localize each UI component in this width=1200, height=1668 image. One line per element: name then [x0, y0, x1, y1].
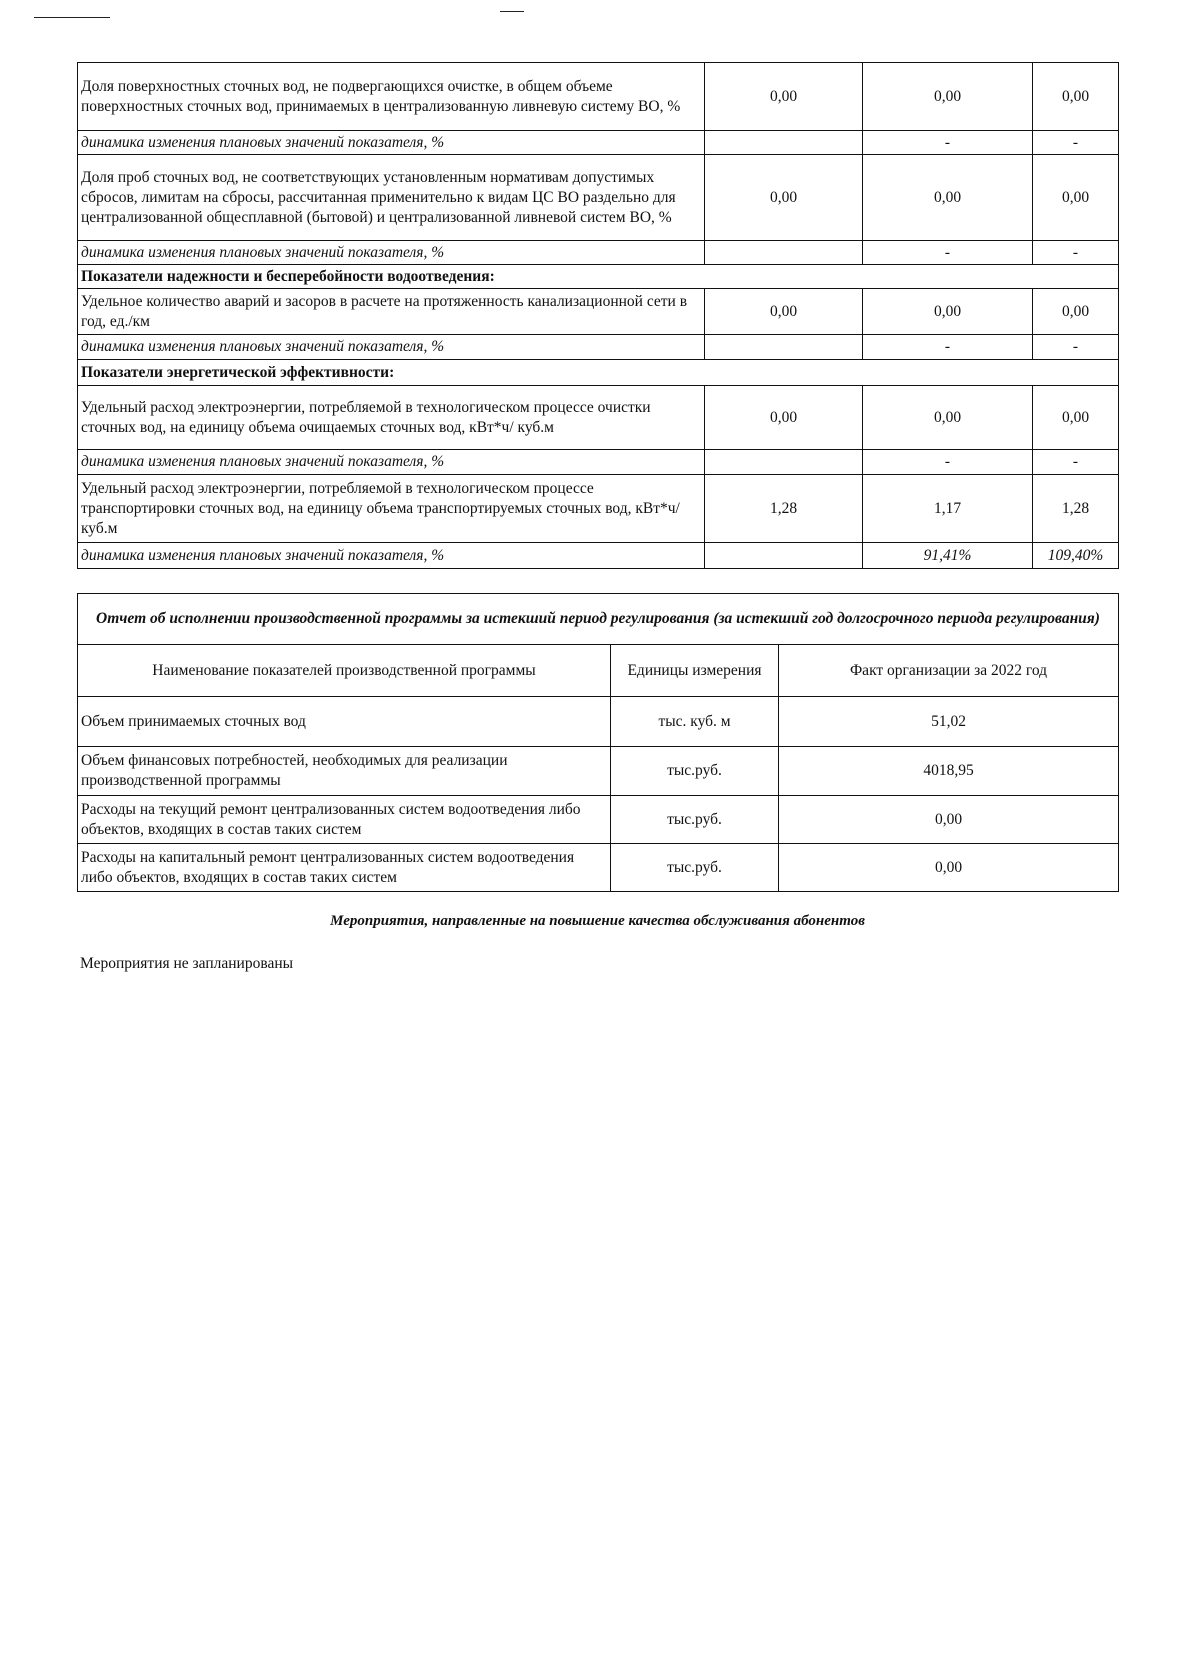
row-unit: тыс.руб.	[611, 844, 779, 892]
measures-text: Мероприятия не запланированы	[80, 955, 294, 972]
indicators-table	[77, 62, 1119, 569]
indicator-value-3: 0,00	[1033, 155, 1119, 241]
table-row	[78, 796, 1119, 844]
dynamics-value-3: -	[1033, 450, 1119, 475]
row-fact: 0,00	[779, 796, 1119, 844]
report-table	[77, 593, 1119, 892]
dynamics-value-2: -	[863, 335, 1033, 360]
report-title-row	[78, 594, 1119, 645]
dynamics-value-2: 91,41%	[863, 543, 1033, 569]
indicator-value-1: 0,00	[705, 386, 863, 450]
dynamics-value-3: 109,40%	[1033, 543, 1119, 569]
indicator-label: Доля проб сточных вод, не соответствующих установленным нормативам допустимых сбросов, лимитам на сбросы, рассчитанная применительно к видам ЦС ВО раздельно для централизованной общесплавной (бытовой) и централизованной ливневой систем ВО, %	[78, 155, 705, 241]
section-row	[78, 265, 1119, 289]
indicator-value-2: 0,00	[863, 63, 1033, 131]
indicator-value-2: 0,00	[863, 386, 1033, 450]
row-fact: 4018,95	[779, 747, 1119, 796]
indicator-value-1: 0,00	[705, 289, 863, 335]
indicator-value-1: 0,00	[705, 155, 863, 241]
table-row	[78, 747, 1119, 796]
indicator-row	[78, 63, 1119, 131]
column-header-fact: Факт организации за 2022 год	[779, 645, 1119, 697]
dynamics-row	[78, 131, 1119, 155]
scan-mark-left	[34, 17, 110, 18]
indicator-label: Доля поверхностных сточных вод, не подвергающихся очистке, в общем объеме поверхностных сточных вод, принимаемых в централизованную ливневую систему ВО, %	[78, 63, 705, 131]
indicator-value-3: 0,00	[1033, 289, 1119, 335]
row-unit: тыс.руб.	[611, 796, 779, 844]
indicator-row	[78, 155, 1119, 241]
dynamics-value-2: -	[863, 241, 1033, 265]
scan-mark-center	[500, 11, 524, 12]
dynamics-value-3: -	[1033, 335, 1119, 360]
report-header-row	[78, 645, 1119, 697]
measures-title: Мероприятия, направленные на повышение качества обслуживания абонентов	[330, 913, 865, 929]
dynamics-label: динамика изменения плановых значений показателя, %	[78, 241, 705, 265]
indicator-label: Удельный расход электроэнергии, потребляемой в технологическом процессе транспортировки сточных вод, на единицу объема транспортируемых сточных вод, кВт*ч/ куб.м	[78, 475, 705, 543]
row-unit: тыс.руб.	[611, 747, 779, 796]
indicator-value-3: 0,00	[1033, 63, 1119, 131]
indicator-label: Удельное количество аварий и засоров в расчете на протяженность канализационной сети в год, ед./км	[78, 289, 705, 335]
dynamics-value-3: -	[1033, 131, 1119, 155]
row-name: Объем принимаемых сточных вод	[78, 697, 611, 747]
indicator-value-3: 1,28	[1033, 475, 1119, 543]
dynamics-value-2: -	[863, 131, 1033, 155]
dynamics-value-1	[705, 241, 863, 265]
row-name: Расходы на капитальный ремонт централизованных систем водоотведения либо объектов, входящих в состав таких систем	[78, 844, 611, 892]
indicator-value-2: 0,00	[863, 155, 1033, 241]
column-header-name: Наименование показателей производственной программы	[78, 645, 611, 697]
dynamics-label: динамика изменения плановых значений показателя, %	[78, 543, 705, 569]
row-fact: 51,02	[779, 697, 1119, 747]
dynamics-value-1	[705, 450, 863, 475]
dynamics-label: динамика изменения плановых значений показателя, %	[78, 335, 705, 360]
row-name: Расходы на текущий ремонт централизованных систем водоотведения либо объектов, входящих в состав таких систем	[78, 796, 611, 844]
indicator-row	[78, 475, 1119, 543]
indicator-value-2: 1,17	[863, 475, 1033, 543]
indicator-value-1: 1,28	[705, 475, 863, 543]
indicator-value-2: 0,00	[863, 289, 1033, 335]
row-unit: тыс. куб. м	[611, 697, 779, 747]
section-heading-energy: Показатели энергетической эффективности:	[78, 360, 1119, 386]
dynamics-value-1	[705, 131, 863, 155]
dynamics-value-1	[705, 543, 863, 569]
dynamics-row	[78, 543, 1119, 569]
dynamics-value-2: -	[863, 450, 1033, 475]
indicator-label: Удельный расход электроэнергии, потребляемой в технологическом процессе очистки сточных вод, на единицу объема очищаемых сточных вод, кВт*ч/ куб.м	[78, 386, 705, 450]
dynamics-value-1	[705, 335, 863, 360]
dynamics-label: динамика изменения плановых значений показателя, %	[78, 450, 705, 475]
dynamics-row	[78, 241, 1119, 265]
indicator-value-3: 0,00	[1033, 386, 1119, 450]
section-row	[78, 360, 1119, 386]
report-title: Отчет об исполнении производственной программы за истекший период регулирования (за истекший год долгосрочного периода регулирования)	[78, 594, 1119, 645]
indicator-row	[78, 289, 1119, 335]
row-name: Объем финансовых потребностей, необходимых для реализации производственной программы	[78, 747, 611, 796]
dynamics-row	[78, 450, 1119, 475]
indicator-row	[78, 386, 1119, 450]
table-row	[78, 697, 1119, 747]
indicator-value-1: 0,00	[705, 63, 863, 131]
dynamics-row	[78, 335, 1119, 360]
row-fact: 0,00	[779, 844, 1119, 892]
table-row	[78, 844, 1119, 892]
dynamics-value-3: -	[1033, 241, 1119, 265]
section-heading-reliability: Показатели надежности и бесперебойности водоотведения:	[78, 265, 1119, 289]
dynamics-label: динамика изменения плановых значений показателя, %	[78, 131, 705, 155]
column-header-unit: Единицы измерения	[611, 645, 779, 697]
